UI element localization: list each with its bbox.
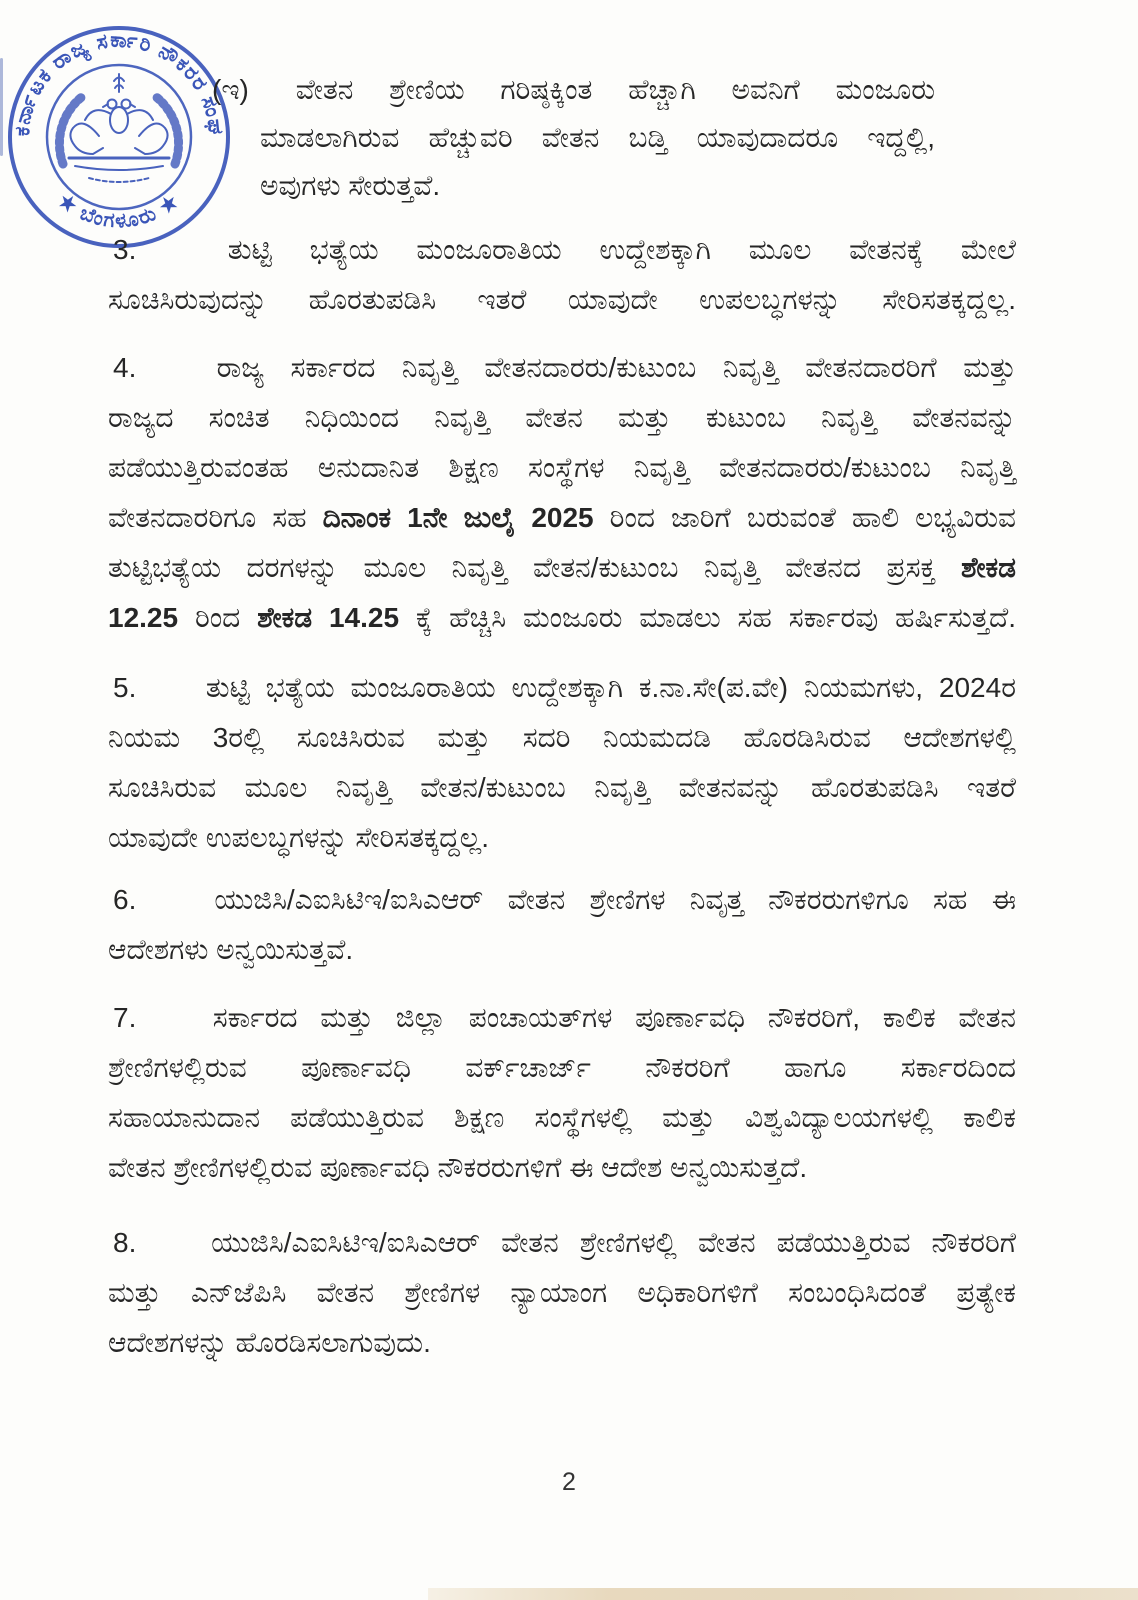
text-run: ಪಡೆಯುತ್ತಿರುವಂತಹ ಅನುದಾನಿತ ಶಿಕ್ಷಣ ಸಂಸ್ಥೆಗಳ ನಿವೃತ್ತಿ ವೇತನದಾರರು/ಕುಟುಂಬ ನಿವೃತ್ತಿ <box>108 452 1016 483</box>
text-run: ಆದೇಶಗಳನ್ನು ಹೊರಡಿಸಲಾಗುವುದು. <box>108 1327 431 1358</box>
text-line <box>108 875 1016 925</box>
page-number: 2 <box>562 1468 576 1496</box>
text-line <box>108 1143 1016 1193</box>
seal-city-text: ★ ಬೆಂಗಳೂರು ★ <box>54 189 184 233</box>
text-run: ಯುಜಿಸಿ/ಎಐಸಿಟಿಇ/ಐಸಿಎಆರ್ ವೇತನ ಶ್ರೇಣಿಗಳಲ್ಲಿ ವೇತನ ಪಡೆಯುತ್ತಿರುವ ನೌಕರರಿಗೆ <box>211 1227 1016 1258</box>
text-run: ವೇತನ ಶ್ರೇಣಿಗಳಲ್ಲಿರುವ ಪೂರ್ಣಾವಧಿ ನೌಕರರುಗಳಿಗೆ ಈ ಆದೇಶ ಅನ್ವಯಿಸುತ್ತದೆ. <box>108 1152 808 1183</box>
text-line <box>108 225 1016 275</box>
paragraph-number: 7. <box>113 1002 137 1033</box>
text-run: ಅವುಗಳು ಸೇರುತ್ತವೆ. <box>260 170 441 201</box>
text-run: ತುಟ್ಟಿ ಭತ್ಯೆಯ ಮಂಜೂರಾತಿಯ ಉದ್ದೇಶಕ್ಕಾಗಿ ಕ.ನಾ.ಸೇ(ಪ.ವೇ) ನಿಯಮಗಳು, 2024ರ <box>205 672 1017 703</box>
text-line <box>108 593 1016 643</box>
text-run: ಕ್ಕೆ ಹೆಚ್ಚಿಸಿ ಮಂಜೂರು ಮಾಡಲು ಸಹ ಸರ್ಕಾರವು ಹರ್ಷಿಸುತ್ತದೆ. <box>399 602 1016 633</box>
text-run: ಆದೇಶಗಳು ಅನ್ವಯಿಸುತ್ತವೆ. <box>108 934 354 965</box>
karnataka-emblem-icon <box>59 74 178 182</box>
text-run: ರಿಂದ ಜಾರಿಗೆ ಬರುವಂತೆ ಹಾಲಿ ಲಭ್ಯವಿರುವ <box>593 502 1016 533</box>
paragraph-3 <box>108 225 1016 325</box>
text-run: ಯಾವುದೇ ಉಪಲಬ್ಧಗಳನ್ನು ಸೇರಿಸತಕ್ಕದ್ದಲ್ಲ. <box>108 822 490 853</box>
text-line <box>108 1093 1016 1143</box>
text-line <box>108 763 1016 813</box>
text-line <box>108 493 1016 543</box>
text-line <box>108 663 1016 713</box>
paragraph-8 <box>108 1218 1016 1368</box>
text-line <box>108 393 1016 443</box>
text-run: ಯುಜಿಸಿ/ಎಐಸಿಟಿಇ/ಐಸಿಎಆರ್ ವೇತನ ಶ್ರೇಣಿಗಳ ನಿವೃತ್ತ ನೌಕರರುಗಳಿಗೂ ಸಹ ಈ <box>214 884 1016 915</box>
text-line <box>108 713 1016 763</box>
seal-ring-text: ಕರ್ನಾಟಕ ರಾಜ್ಯ ಸರ್ಕಾರಿ ನೌಕರರ ಸಂಘ <box>10 28 228 137</box>
text-line <box>108 275 1016 325</box>
paragraph-6 <box>108 875 1016 975</box>
bold-text-run: ಶೇಕಡ 14.25 <box>257 602 400 633</box>
text-run: ವೇತನದಾರರಿಗೂ ಸಹ <box>108 502 323 533</box>
paragraph-number: (ಇ) <box>212 74 249 105</box>
text-line <box>108 343 1016 393</box>
paragraph-7 <box>108 993 1016 1193</box>
paragraph-5 <box>108 663 1016 863</box>
text-run: ಶ್ರೇಣಿಗಳಲ್ಲಿರುವ ಪೂರ್ಣಾವಧಿ ವರ್ಕ್‌ಚಾರ್ಜ್ ನೌಕರರಿಗೆ ಹಾಗೂ ಸರ್ಕಾರದಿಂದ <box>108 1052 1016 1083</box>
text-run: ವೇತನ ಶ್ರೇಣಿಯ ಗರಿಷ್ಠಕ್ಕಿಂತ ಹೆಚ್ಚಾಗಿ ಅವನಿಗೆ ಮಂಜೂರು <box>295 74 936 105</box>
text-line <box>108 925 1016 975</box>
text-line <box>108 443 1016 493</box>
text-run: ಸೂಚಿಸಿರುವ ಮೂಲ ನಿವೃತ್ತಿ ವೇತನ/ಕುಟುಂಬ ನಿವೃತ್ತಿ ವೇತನವನ್ನು ಹೊರತುಪಡಿಸಿ ಇತರೆ <box>108 772 1016 803</box>
text-line <box>108 993 1016 1043</box>
text-run: ತುಟ್ಟಿ ಭತ್ಯೆಯ ಮಂಜೂರಾತಿಯ ಉದ್ದೇಶಕ್ಕಾಗಿ ಮೂಲ ವೇತನಕ್ಕೆ ಮೇಲೆ <box>227 234 1016 265</box>
scan-edge-artifact <box>0 58 3 156</box>
text-run: ತುಟ್ಟಿಭತ್ಯೆಯ ದರಗಳನ್ನು ಮೂಲ ನಿವೃತ್ತಿ ವೇತನ/ಕುಟುಂಬ ನಿವೃತ್ತಿ ವೇತನದ ಪ್ರಸಕ್ತ <box>108 552 962 583</box>
bold-text-run: ದಿನಾಂಕ 1ನೇ ಜುಲೈ 2025 <box>322 502 594 533</box>
text-run: ನಿಯಮ 3ರಲ್ಲಿ ಸೂಚಿಸಿರುವ ಮತ್ತು ಸದರಿ ನಿಯಮದಡಿ ಹೊರಡಿಸಿರುವ ಆದೇಶಗಳಲ್ಲಿ <box>108 722 1016 753</box>
paragraph-number: 8. <box>113 1227 137 1258</box>
paragraph-number: 4. <box>113 352 137 383</box>
text-line <box>212 114 935 162</box>
text-run: ಸೂಚಿಸಿರುವುದನ್ನು ಹೊರತುಪಡಿಸಿ ಇತರೆ ಯಾವುದೇ ಉಪಲಬ್ಧಗಳನ್ನು ಸೇರಿಸತಕ್ಕದ್ದಲ್ಲ. <box>108 284 1016 315</box>
paragraph-number: 5. <box>113 672 137 703</box>
paragraph-number: 3. <box>113 234 137 265</box>
text-run: ರಿಂದ <box>178 602 258 633</box>
text-line <box>108 543 1016 593</box>
text-line <box>212 66 935 114</box>
text-line <box>108 1043 1016 1093</box>
paragraph-number: 6. <box>113 884 137 915</box>
bold-text-run: 12.25 <box>108 602 179 633</box>
clause-e-paragraph <box>212 66 935 210</box>
text-line <box>108 813 1016 863</box>
text-run: ಸರ್ಕಾರದ ಮತ್ತು ಜಿಲ್ಲಾ ಪಂಚಾಯತ್‌ಗಳ ಪೂರ್ಣಾವಧಿ ನೌಕರರಿಗೆ, ಕಾಲಿಕ ವೇತನ <box>212 1002 1016 1033</box>
bold-text-run: ಶೇಕಡ <box>961 552 1016 583</box>
text-line <box>212 162 935 210</box>
text-run: ಮತ್ತು ಎನ್‌ಜೆಪಿಸಿ ವೇತನ ಶ್ರೇಣಿಗಳ ನ್ಯಾಯಾಂಗ ಅಧಿಕಾರಿಗಳಿಗೆ ಸಂಬಂಧಿಸಿದಂತೆ ಪ್ರತ್ಯೇಕ <box>108 1277 1016 1308</box>
paragraph-4 <box>108 343 1016 643</box>
text-run: ಮಾಡಲಾಗಿರುವ ಹೆಚ್ಚುವರಿ ವೇತನ ಬಡ್ತಿ ಯಾವುದಾದರೂ ಇದ್ದಲ್ಲಿ, <box>260 122 935 153</box>
text-run: ರಾಜ್ಯ ಸರ್ಕಾರದ ನಿವೃತ್ತಿ ವೇತನದಾರರು/ಕುಟುಂಬ ನಿವೃತ್ತಿ ವೇತನದಾರರಿಗೆ ಮತ್ತು <box>216 352 1016 383</box>
text-line <box>108 1268 1016 1318</box>
text-run: ರಾಜ್ಯದ ಸಂಚಿತ ನಿಧಿಯಿಂದ ನಿವೃತ್ತಿ ವೇತನ ಮತ್ತು ಕುಟುಂಬ ನಿವೃತ್ತಿ ವೇತನವನ್ನು <box>108 402 1016 433</box>
scan-shadow-band <box>428 1588 1138 1600</box>
official-seal-stamp <box>4 22 234 252</box>
text-line <box>108 1318 1016 1368</box>
text-run: ಸಹಾಯಾನುದಾನ ಪಡೆಯುತ್ತಿರುವ ಶಿಕ್ಷಣ ಸಂಸ್ಥೆಗಳಲ್ಲಿ ಮತ್ತು ವಿಶ್ವವಿದ್ಯಾಲಯಗಳಲ್ಲಿ ಕಾಲಿಕ <box>108 1102 1016 1133</box>
text-line <box>108 1218 1016 1268</box>
